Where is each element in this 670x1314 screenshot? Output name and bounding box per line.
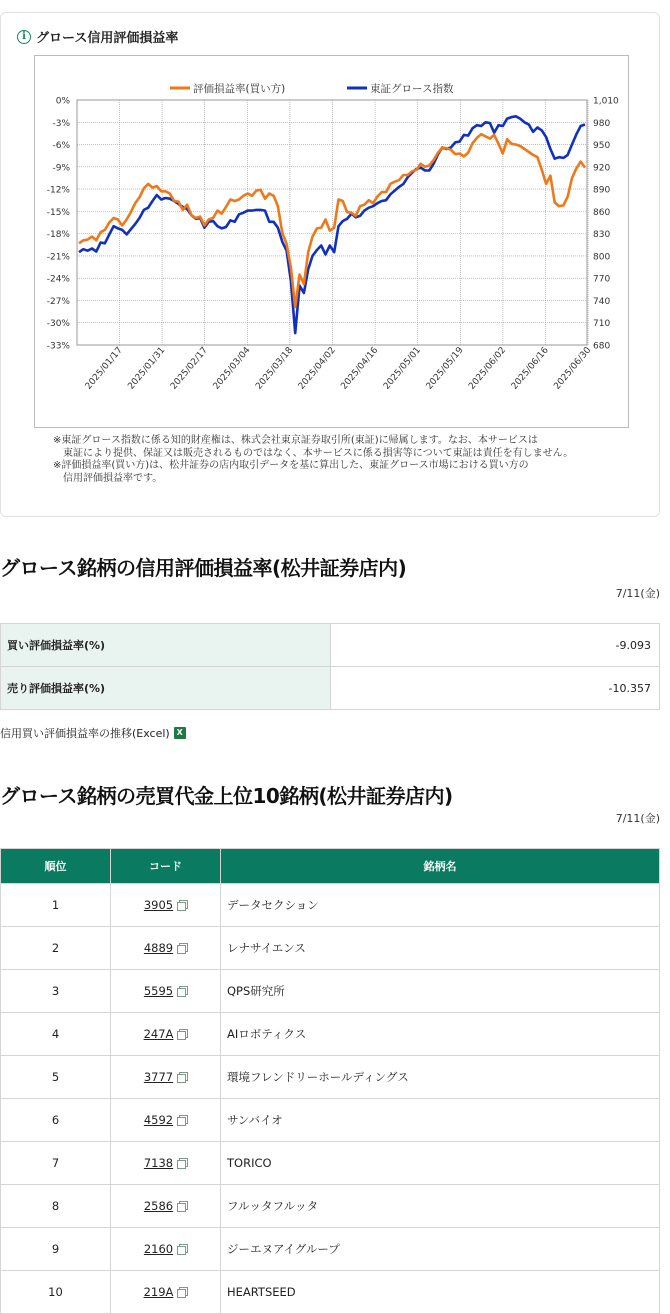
info-icon[interactable]: i: [17, 30, 31, 44]
copy-icon[interactable]: [177, 943, 187, 953]
y-left-tick-label: -15%: [46, 207, 70, 218]
stock-name-cell: AIロボティクス: [221, 1013, 660, 1056]
y-right-tick-label: 890: [593, 185, 611, 196]
code-cell: [111, 1056, 221, 1099]
chart-notes: [53, 435, 573, 485]
copy-icon[interactable]: [177, 1115, 187, 1125]
x-tick-label: 2025/06/30: [552, 345, 594, 392]
note-line: 信用評価損益率です。: [53, 472, 163, 484]
stock-code-link[interactable]: 247A: [143, 1027, 174, 1041]
note-line: 東証により提供、保証又は販売されるものではなく、本サービスに係る損害等について東証は責任を有しません。: [53, 447, 574, 459]
stock-name-cell: QPS研究所: [221, 970, 660, 1013]
stock-code-link[interactable]: 4592: [143, 1113, 174, 1127]
copy-icon[interactable]: [177, 1244, 187, 1254]
y-left-tick-label: -24%: [46, 274, 70, 285]
section2-date: 7/11(金): [615, 812, 660, 825]
table-row: [1, 667, 660, 710]
stock-name-cell: HEARTSEED: [221, 1271, 660, 1314]
x-tick-label: 2025/01/31: [126, 345, 168, 392]
x-tick-label: 2025/06/02: [467, 345, 509, 392]
code-cell: [111, 1142, 221, 1185]
excel-download-link[interactable]: [0, 725, 186, 741]
table-row: [1, 884, 660, 927]
code-cell: [111, 1271, 221, 1314]
code-cell: [111, 970, 221, 1013]
x-tick-label: 2025/05/01: [381, 345, 423, 392]
chart-panel: [0, 12, 660, 517]
rank-cell: 10: [1, 1271, 111, 1314]
y-right-tick-label: 770: [593, 274, 611, 285]
stock-name-cell: 環境フレンドリーホールディングス: [221, 1056, 660, 1099]
rank-cell: 4: [1, 1013, 111, 1056]
x-tick-label: 2025/03/18: [254, 345, 296, 392]
y-right-tick-label: 710: [593, 319, 611, 330]
y-right-tick-label: 800: [593, 252, 611, 263]
code-cell: [111, 884, 221, 927]
note-line: ※東証グロース指数に係る知的財産権は、株式会社東京証券取引所(東証)に帰属します。なお、本サービスは: [53, 435, 538, 446]
y-right-tick-label: 920: [593, 163, 611, 174]
table-row: [1, 1142, 660, 1185]
y-left-tick-label: -21%: [46, 252, 70, 263]
y-right-tick-label: 830: [593, 230, 611, 241]
table-row: [1, 1056, 660, 1099]
section1-date: 7/11(金): [615, 587, 660, 600]
code-cell: [111, 1185, 221, 1228]
y-left-tick-label: 0%: [55, 96, 70, 107]
copy-icon[interactable]: [177, 1029, 187, 1039]
x-tick-label: 2025/04/16: [339, 345, 381, 392]
excel-link-label[interactable]: 信用買い評価損益率の推移(Excel): [0, 727, 170, 740]
y-left-tick-label: -33%: [46, 341, 70, 352]
copy-icon[interactable]: [177, 1158, 187, 1168]
copy-icon[interactable]: [177, 986, 187, 996]
copy-icon[interactable]: [177, 1201, 187, 1211]
stock-name-cell: フルッタフルッタ: [221, 1185, 660, 1228]
table-row: [1, 1099, 660, 1142]
stock-name-cell: ジーエヌアイグループ: [221, 1228, 660, 1271]
rank-cell: 6: [1, 1099, 111, 1142]
code-cell: [111, 1228, 221, 1271]
table-row: [1, 1228, 660, 1271]
note-line: ※評価損益率(買い方)は、松井証券の店内取引データを基に算出した、東証グロース市場における買い方の: [53, 460, 529, 471]
stock-name-cell: サンバイオ: [221, 1099, 660, 1142]
x-tick-label: 2025/06/16: [509, 345, 551, 392]
y-left-tick-label: -3%: [52, 118, 70, 129]
copy-icon[interactable]: [177, 900, 187, 910]
stock-code-link[interactable]: 4889: [143, 941, 174, 955]
x-tick-label: 2025/05/19: [424, 345, 466, 392]
legend-label-rate: 評価損益率(買い方): [193, 83, 286, 95]
stock-code-link[interactable]: 5595: [143, 984, 174, 998]
table-row: [1, 1013, 660, 1056]
table-row: [1, 1185, 660, 1228]
code-cell: [111, 1099, 221, 1142]
chart-panel-title: グロース信用評価損益率: [36, 31, 179, 46]
rank-cell: 5: [1, 1056, 111, 1099]
chart-frame: [34, 55, 629, 428]
excel-icon: X: [174, 727, 186, 739]
copy-icon[interactable]: [177, 1287, 187, 1297]
sell-rate-label: 売り評価損益率(%): [1, 667, 331, 710]
y-left-tick-label: -30%: [46, 319, 70, 330]
ranking-table: [0, 848, 660, 1314]
stock-name-cell: TORICO: [221, 1142, 660, 1185]
buy-rate-label: 買い評価損益率(%): [1, 624, 331, 667]
y-right-tick-label: 740: [593, 296, 611, 307]
y-right-tick-label: 860: [593, 207, 611, 218]
y-right-tick-label: 950: [593, 141, 611, 152]
rank-cell: 1: [1, 884, 111, 927]
legend-label-index: 東証グロース指数: [370, 83, 454, 95]
stock-name-cell: レナサイエンス: [221, 927, 660, 970]
y-right-tick-label: 980: [593, 118, 611, 129]
x-tick-label: 2025/03/04: [211, 345, 253, 392]
plot-area: [77, 100, 587, 345]
stock-code-link[interactable]: 219A: [143, 1285, 174, 1299]
y-left-tick-label: -9%: [52, 163, 70, 174]
ranking-table-body: [1, 884, 660, 1314]
y-left-tick-label: -12%: [46, 185, 70, 196]
table-row: [1, 624, 660, 667]
x-tick-label: 2025/02/17: [168, 345, 210, 392]
stock-code-link[interactable]: 2160: [143, 1242, 174, 1256]
rank-cell: 9: [1, 1228, 111, 1271]
header-rank: 順位: [1, 849, 111, 884]
stock-code-link[interactable]: 7138: [143, 1156, 174, 1170]
table-row: [1, 927, 660, 970]
line-chart: [35, 56, 628, 427]
code-cell: [111, 1013, 221, 1056]
x-tick-label: 2025/01/17: [83, 345, 125, 392]
rank-cell: 7: [1, 1142, 111, 1185]
header-name: 銘柄名: [221, 849, 660, 884]
rank-cell: 2: [1, 927, 111, 970]
y-left-tick-label: -6%: [52, 141, 70, 152]
table-row: [1, 1271, 660, 1314]
header-code: コード: [111, 849, 221, 884]
stock-name-cell: データセクション: [221, 884, 660, 927]
y-right-tick-label: 1,010: [593, 96, 619, 107]
table-row: [1, 970, 660, 1013]
code-cell: [111, 927, 221, 970]
rank-cell: 8: [1, 1185, 111, 1228]
y-left-tick-label: -27%: [46, 296, 70, 307]
y-right-tick-label: 680: [593, 341, 611, 352]
stock-code-link[interactable]: 3777: [143, 1070, 174, 1084]
table-header-row: [1, 849, 660, 884]
chart-panel-header: [17, 27, 178, 46]
y-left-tick-label: -18%: [46, 230, 70, 241]
section1-title: グロース銘柄の信用評価損益率(松井証券店内): [0, 556, 407, 580]
x-tick-label: 2025/04/02: [296, 345, 338, 392]
buy-rate-value: -9.093: [331, 624, 660, 667]
section2-title: グロース銘柄の売買代金上位10銘柄(松井証券店内): [0, 784, 453, 808]
stock-code-link[interactable]: 3905: [143, 898, 174, 912]
stock-code-link[interactable]: 2586: [143, 1199, 174, 1213]
sell-rate-value: -10.357: [331, 667, 660, 710]
rank-cell: 3: [1, 970, 111, 1013]
margin-rate-table: [0, 623, 660, 710]
copy-icon[interactable]: [177, 1072, 187, 1082]
